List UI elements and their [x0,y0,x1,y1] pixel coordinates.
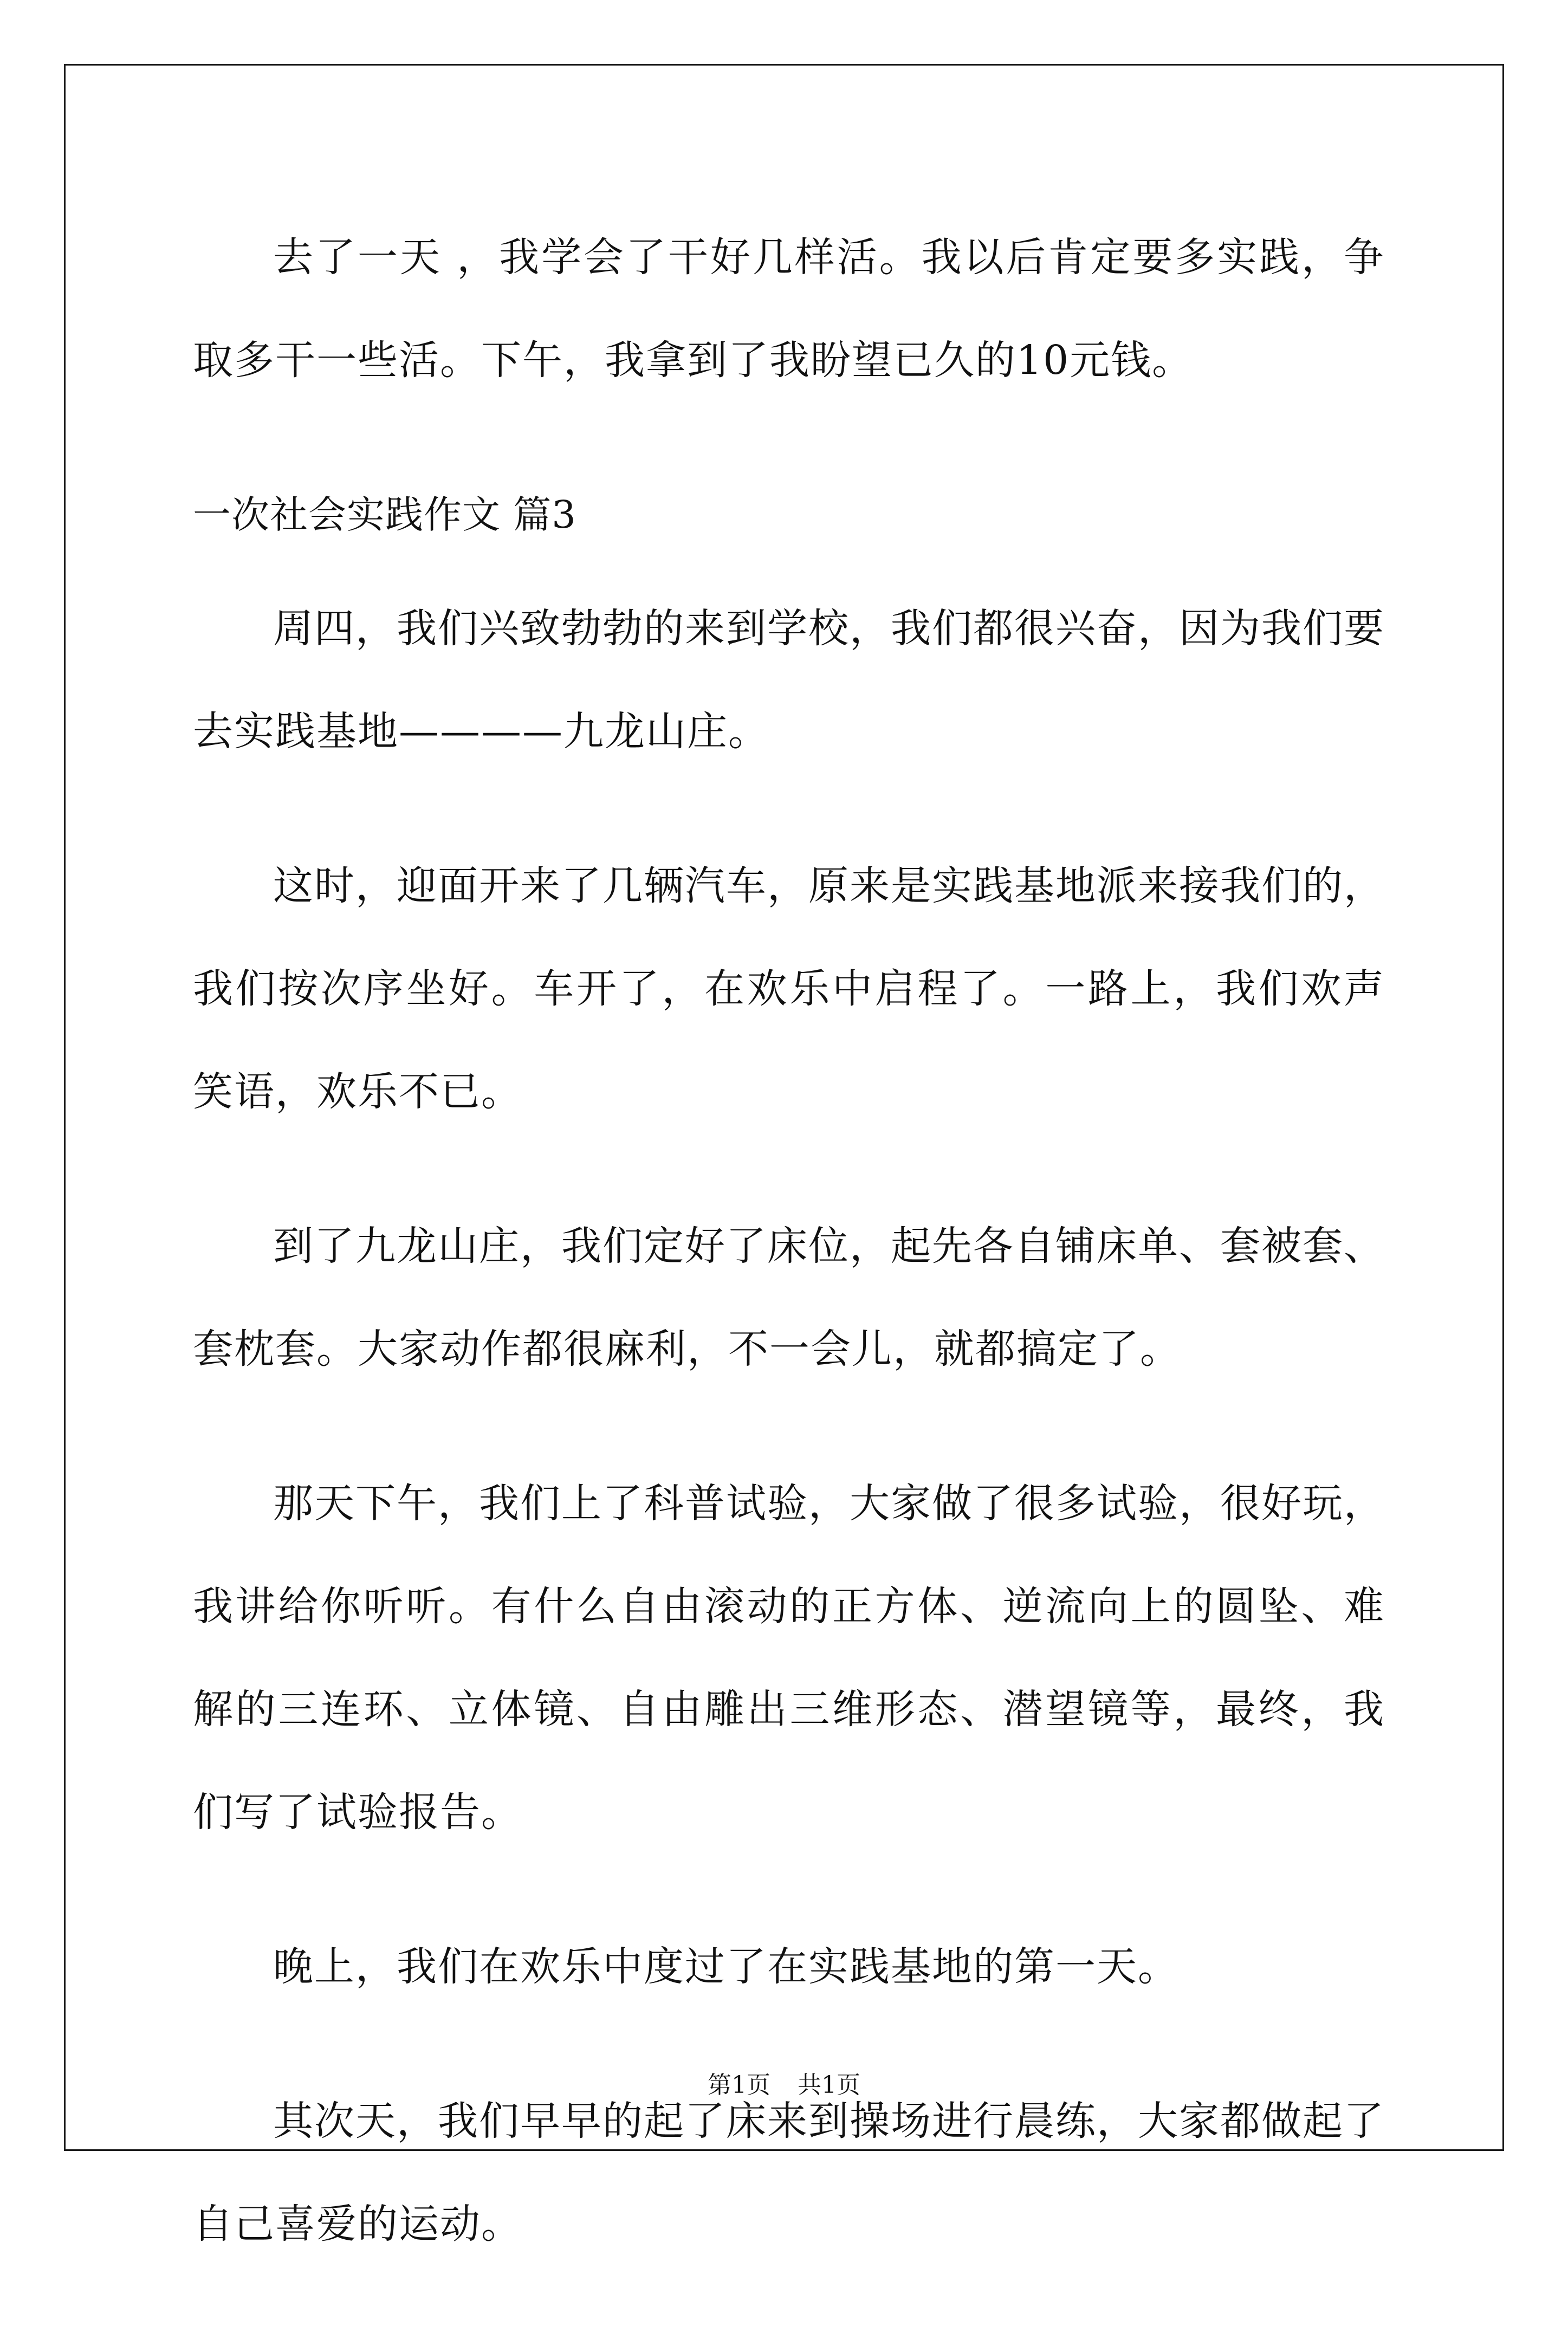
paragraph-6: 其次天，我们早早的起了床来到操场进行晨练，大家都做起了自己喜爱的运动。 [193,2098,1385,2247]
document-body [193,206,1385,2327]
page-footer [0,2065,1568,2100]
page-number: 第1页 [708,2071,770,2099]
paragraph-2: 这时，迎面开来了几辆汽车，原来是实践基地派来接我们的，我们按次序坐好。车开了，在欢乐中启程了。一路上，我们欢声笑语，欢乐不已。 [193,863,1385,1115]
page-total: 共1页 [798,2071,860,2099]
paragraph-3: 到了九龙山庄，我们定好了床位，起先各自铺床单、套被套、套枕套。大家动作都很麻利，不一会儿，就都搞定了。 [193,1223,1385,1372]
paragraph-intro: 去了一天 ，我学会了干好几样活。我以后肯定要多实践，争取多干一些活。下午，我拿到了我盼望已久的10元钱。 [193,234,1385,384]
paragraph-1: 周四，我们兴致勃勃的来到学校，我们都很兴奋，因为我们要去实践基地————九龙山庄。 [193,605,1385,755]
paragraph-4: 那天下午，我们上了科普试验，大家做了很多试验，很好玩，我讲给你听听。有什么自由滚动的正方体、逆流向上的圆坠、难解的三连环、立体镜、自由雕出三维形态、潜望镜等，最终，我们写了试验报告。 [193,1480,1385,1836]
paragraph-5: 晚上，我们在欢乐中度过了在实践基地的第一天。 [273,1943,1179,1990]
section-heading: 一次社会实践作文 篇3 [193,492,576,537]
